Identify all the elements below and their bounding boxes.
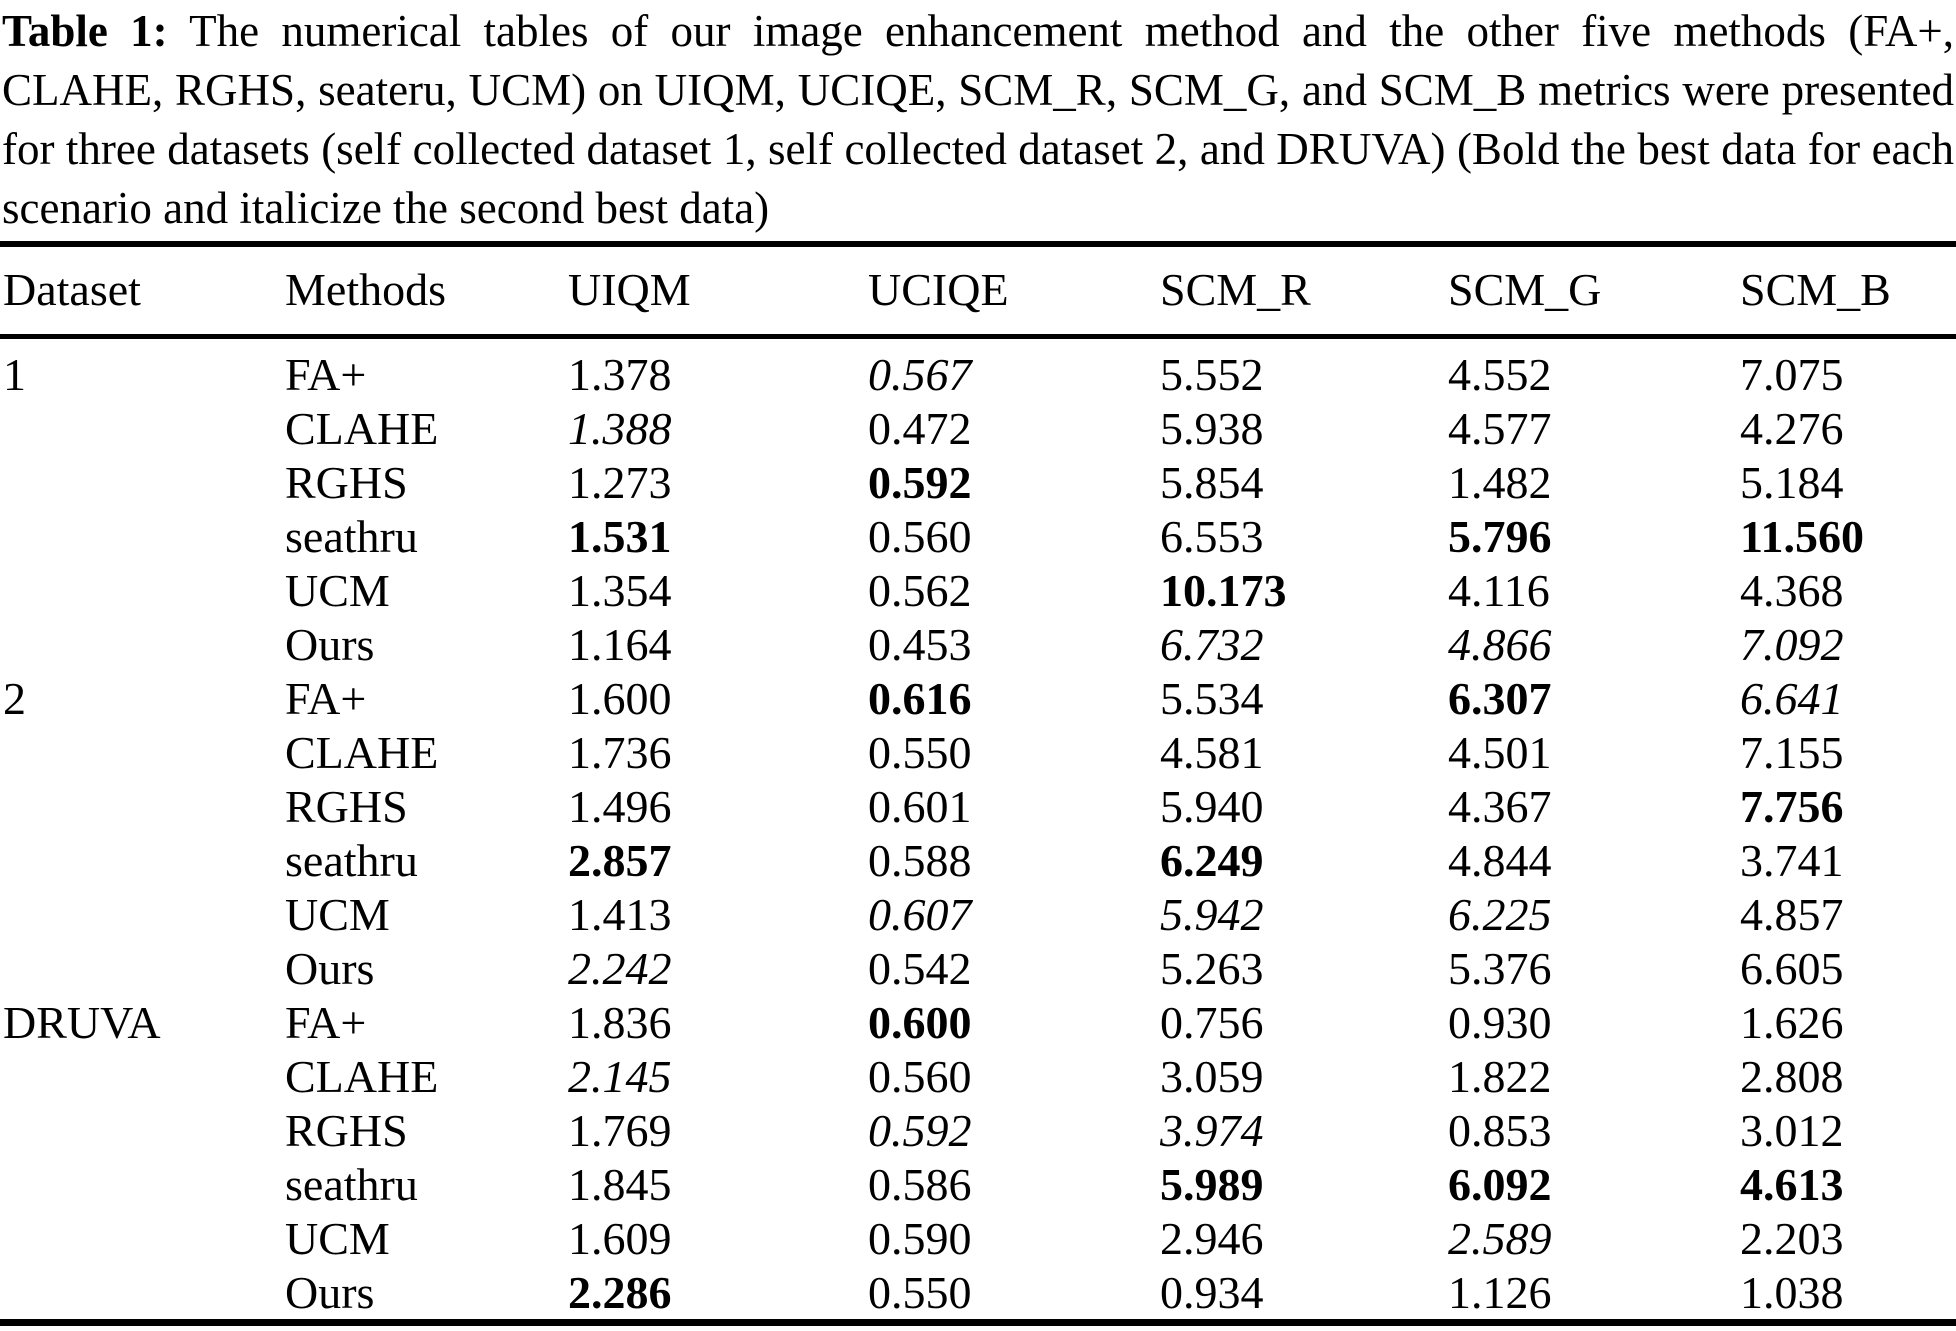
value-cell: 0.607	[868, 888, 972, 940]
value-cell: 1.038	[1740, 1266, 1844, 1318]
value-cell: 1.164	[568, 618, 672, 670]
value-cell: 4.368	[1740, 564, 1844, 616]
table-caption-label: Table 1:	[2, 6, 168, 56]
column-header-scm-b: SCM_B	[1740, 244, 1956, 337]
value-cell: 1.609	[568, 1212, 672, 1264]
value-cell: 7.092	[1740, 618, 1844, 670]
value-cell: 0.453	[868, 618, 972, 670]
dataset-cell	[0, 779, 285, 833]
value-cell: 0.560	[868, 510, 972, 562]
value-cell: 5.942	[1160, 888, 1264, 940]
dataset-cell	[0, 1049, 285, 1103]
value-cell: 1.388	[568, 402, 672, 454]
value-cell: 5.376	[1448, 942, 1552, 994]
table-row	[0, 833, 1956, 887]
value-cell: 6.092	[1448, 1158, 1552, 1210]
value-cell: 0.586	[868, 1158, 972, 1210]
dataset-cell	[0, 1265, 285, 1323]
value-cell: 2.946	[1160, 1212, 1264, 1264]
value-cell: 1.496	[568, 780, 672, 832]
value-cell: 0.550	[868, 1266, 972, 1318]
value-cell: 0.592	[868, 456, 972, 508]
table-header	[0, 244, 1956, 337]
table-row	[0, 617, 1956, 671]
table-row	[0, 1049, 1956, 1103]
value-cell: 5.796	[1448, 510, 1552, 562]
value-cell: 1.531	[568, 510, 672, 562]
method-cell: FA+	[285, 348, 367, 400]
value-cell: 3.012	[1740, 1104, 1844, 1156]
table-row	[0, 401, 1956, 455]
value-cell: 6.307	[1448, 672, 1552, 724]
column-header-uciqe: UCIQE	[868, 244, 1160, 337]
dataset-cell	[0, 941, 285, 995]
value-cell: 2.589	[1448, 1212, 1552, 1264]
value-cell: 6.225	[1448, 888, 1552, 940]
value-cell: 6.553	[1160, 510, 1264, 562]
value-cell: 4.367	[1448, 780, 1552, 832]
column-header-dataset: Dataset	[0, 244, 285, 337]
value-cell: 0.588	[868, 834, 972, 886]
dataset-cell	[0, 1157, 285, 1211]
value-cell: 0.592	[868, 1104, 972, 1156]
table-row	[0, 1157, 1956, 1211]
method-cell: FA+	[285, 672, 367, 724]
method-cell: Ours	[285, 618, 375, 670]
method-cell: UCM	[285, 888, 390, 940]
value-cell: 0.542	[868, 942, 972, 994]
value-cell: 1.736	[568, 726, 672, 778]
dataset-cell	[0, 1103, 285, 1157]
table-row	[0, 509, 1956, 563]
dataset-cell: 2	[3, 672, 26, 724]
value-cell: 2.145	[568, 1050, 672, 1102]
table-row	[0, 887, 1956, 941]
method-cell: CLAHE	[285, 726, 439, 778]
method-cell: Ours	[285, 942, 375, 994]
dataset-cell	[0, 509, 285, 563]
value-cell: 4.844	[1448, 834, 1552, 886]
dataset-cell: 1	[3, 348, 26, 400]
value-cell: 11.560	[1740, 510, 1864, 562]
value-cell: 5.989	[1160, 1158, 1264, 1210]
method-cell: UCM	[285, 564, 390, 616]
value-cell: 5.184	[1740, 456, 1844, 508]
dataset-cell	[0, 563, 285, 617]
value-cell: 5.938	[1160, 402, 1264, 454]
value-cell: 4.866	[1448, 618, 1552, 670]
dataset-cell	[0, 725, 285, 779]
value-cell: 6.605	[1740, 942, 1844, 994]
value-cell: 0.616	[868, 672, 972, 724]
value-cell: 4.857	[1740, 888, 1844, 940]
value-cell: 0.853	[1448, 1104, 1552, 1156]
value-cell: 0.567	[868, 348, 972, 400]
table-body	[0, 337, 1956, 1323]
method-cell: seathru	[285, 834, 418, 886]
value-cell: 0.550	[868, 726, 972, 778]
table-row	[0, 1265, 1956, 1323]
value-cell: 10.173	[1160, 564, 1287, 616]
value-cell: 1.769	[568, 1104, 672, 1156]
method-cell: seathru	[285, 510, 418, 562]
table-row	[0, 995, 1956, 1049]
value-cell: 0.934	[1160, 1266, 1264, 1318]
value-cell: 6.249	[1160, 834, 1264, 886]
table-caption-text: The numerical tables of our image enhancement method and the other five methods (FA+, CLAHE, RGHS, seateru, UCM) on UIQM, UCIQE, SCM_R, SCM_G, and SCM_B metrics were presented for three datasets (self collected dataset 1, self collected dataset 2, and DRUVA) (Bold the best data for each scenario and italicize the second best data)	[2, 6, 1955, 233]
value-cell: 4.552	[1448, 348, 1552, 400]
table-caption	[2, 2, 1954, 238]
value-cell: 1.354	[568, 564, 672, 616]
method-cell: RGHS	[285, 456, 408, 508]
dataset-cell	[0, 617, 285, 671]
method-cell: FA+	[285, 996, 367, 1048]
value-cell: 3.741	[1740, 834, 1844, 886]
value-cell: 7.155	[1740, 726, 1844, 778]
table-row	[0, 941, 1956, 995]
value-cell: 4.577	[1448, 402, 1552, 454]
dataset-cell	[0, 833, 285, 887]
value-cell: 1.273	[568, 456, 672, 508]
value-cell: 1.126	[1448, 1266, 1552, 1318]
value-cell: 6.641	[1740, 672, 1844, 724]
value-cell: 4.116	[1448, 564, 1550, 616]
results-table	[0, 241, 1956, 1326]
value-cell: 0.472	[868, 402, 972, 454]
dataset-cell	[0, 401, 285, 455]
value-cell: 5.940	[1160, 780, 1264, 832]
value-cell: 1.626	[1740, 996, 1844, 1048]
value-cell: 7.756	[1740, 780, 1844, 832]
method-cell: UCM	[285, 1212, 390, 1264]
value-cell: 1.836	[568, 996, 672, 1048]
value-cell: 7.075	[1740, 348, 1844, 400]
value-cell: 0.756	[1160, 996, 1264, 1048]
value-cell: 4.501	[1448, 726, 1552, 778]
table-row	[0, 1103, 1956, 1157]
value-cell: 5.534	[1160, 672, 1264, 724]
value-cell: 0.600	[868, 996, 972, 1048]
table-row	[0, 779, 1956, 833]
value-cell: 2.203	[1740, 1212, 1844, 1264]
value-cell: 0.601	[868, 780, 972, 832]
value-cell: 5.552	[1160, 348, 1264, 400]
column-header-methods: Methods	[285, 244, 568, 337]
method-cell: CLAHE	[285, 1050, 439, 1102]
value-cell: 1.600	[568, 672, 672, 724]
value-cell: 0.560	[868, 1050, 972, 1102]
column-header-scm-g: SCM_G	[1448, 244, 1740, 337]
method-cell: Ours	[285, 1266, 375, 1318]
value-cell: 1.822	[1448, 1050, 1552, 1102]
value-cell: 4.613	[1740, 1158, 1844, 1210]
table-row	[0, 725, 1956, 779]
value-cell: 0.930	[1448, 996, 1552, 1048]
value-cell: 1.482	[1448, 456, 1552, 508]
method-cell: seathru	[285, 1158, 418, 1210]
table-row	[0, 337, 1956, 402]
method-cell: CLAHE	[285, 402, 439, 454]
dataset-cell	[0, 455, 285, 509]
header-row	[0, 244, 1956, 337]
column-header-scm-r: SCM_R	[1160, 244, 1448, 337]
dataset-cell	[0, 887, 285, 941]
method-cell: RGHS	[285, 1104, 408, 1156]
dataset-cell: DRUVA	[3, 996, 161, 1048]
value-cell: 1.378	[568, 348, 672, 400]
value-cell: 2.286	[568, 1266, 672, 1318]
value-cell: 2.857	[568, 834, 672, 886]
table-row	[0, 1211, 1956, 1265]
value-cell: 0.590	[868, 1212, 972, 1264]
dataset-cell	[0, 1211, 285, 1265]
value-cell: 6.732	[1160, 618, 1264, 670]
value-cell: 2.808	[1740, 1050, 1844, 1102]
value-cell: 3.974	[1160, 1104, 1264, 1156]
value-cell: 1.413	[568, 888, 672, 940]
method-cell: RGHS	[285, 780, 408, 832]
value-cell: 2.242	[568, 942, 672, 994]
table-row	[0, 455, 1956, 509]
value-cell: 4.581	[1160, 726, 1264, 778]
table-row	[0, 671, 1956, 725]
value-cell: 5.263	[1160, 942, 1264, 994]
value-cell: 0.562	[868, 564, 972, 616]
value-cell: 1.845	[568, 1158, 672, 1210]
value-cell: 4.276	[1740, 402, 1844, 454]
column-header-uiqm: UIQM	[568, 244, 868, 337]
value-cell: 3.059	[1160, 1050, 1264, 1102]
value-cell: 5.854	[1160, 456, 1264, 508]
table-row	[0, 563, 1956, 617]
